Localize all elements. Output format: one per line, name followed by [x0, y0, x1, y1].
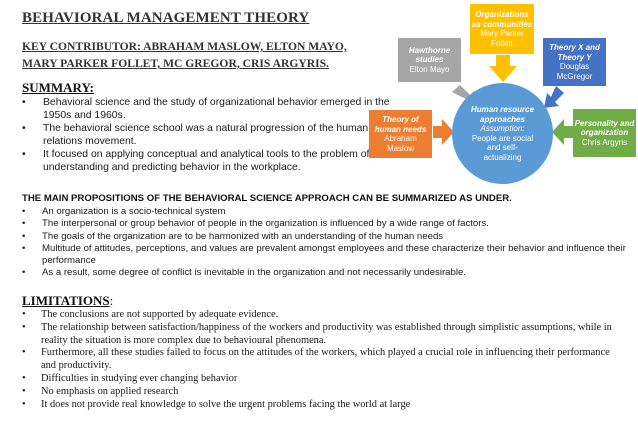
page-title: BEHAVIORAL MANAGEMENT THEORY [22, 10, 310, 26]
list-item: • The relationship between satisfaction/happiness of the workers and productivity was established through simplistic assumptions, while in reality the situation is more complex due to behavioural phenomena. [22, 321, 612, 346]
list-item: • The behavioral science school was a natural progression of the human relations movement. [22, 123, 369, 147]
arrow-needs [433, 119, 454, 145]
list-item: • Furthermore, all these studies failed to focus on the attitudes of the workers, which played a crucial role in influencing their performance and productivity. [22, 347, 610, 372]
propositions-heading: THE MAIN PROPOSITIONS OF THE BEHAVIORAL SCIENCE APPROACH CAN BE SUMMARIZED AS UNDER. [22, 193, 512, 204]
list-item: • The goals of the organization are to be harmonized with an understanding of the human needs [22, 230, 444, 242]
arrow-personality [552, 119, 573, 145]
center-circle: Human resource approaches Assumption: People are social and self- actualizing [452, 83, 553, 184]
human-needs-box: Theory of human needs Abraham Maslow [369, 110, 432, 158]
summary-heading: SUMMARY: [22, 80, 95, 95]
list-item: • Multitude of attitudes, perceptions, and values are prevalent amongst employees and these characterize their behavior and influence their performance [22, 242, 626, 267]
list-item: • As a result, some degree of conflict is inevitable in the organization and not necessarily undesirable. [22, 267, 466, 279]
organizations-box: Organizations as communities Mary Parker Follett [470, 4, 534, 54]
limitations-heading: LIMITATIONS: [22, 293, 114, 308]
arrow-theoryxy [544, 86, 564, 108]
personality-box: Personality and organization Chris Argyris [573, 109, 636, 157]
list-item: • It does not provide real knowledge to solve the urgent problems facing the world at large [22, 398, 411, 410]
arrow-organizations [489, 55, 517, 82]
list-item: • The conclusions are not supported by adequate evidence. [22, 309, 279, 320]
list-item: • Difficulties in studying ever changing behavior [22, 372, 238, 384]
list-item: • It focused on applying conceptual and analytical tools to the problem of understanding and predicting behavior in the workplace. [22, 149, 370, 173]
list-item: • No emphasis on applied research [22, 385, 179, 397]
theoryxy-box: Theory X and Theory Y Douglas McGregor [543, 38, 606, 86]
key-contributor: KEY CONTRIBUTOR: ABRAHAM MASLOW, ELTON MAYO, MARY PARKER FOLLET, MC GREGOR, CRIS ARGYRIS. [22, 40, 347, 70]
list-item: • Behavioral science and the study of organizational behavior emerged in the 1950s and 1960s. [22, 97, 390, 121]
list-item: • An organization is a socio-technical system [22, 206, 226, 217]
list-item: • The interpersonal or group behavior of people in the organization is influenced by a wide range of factors. [22, 218, 489, 230]
hawthorne-box: Hawthorne studies Elton Mayo [398, 38, 461, 82]
